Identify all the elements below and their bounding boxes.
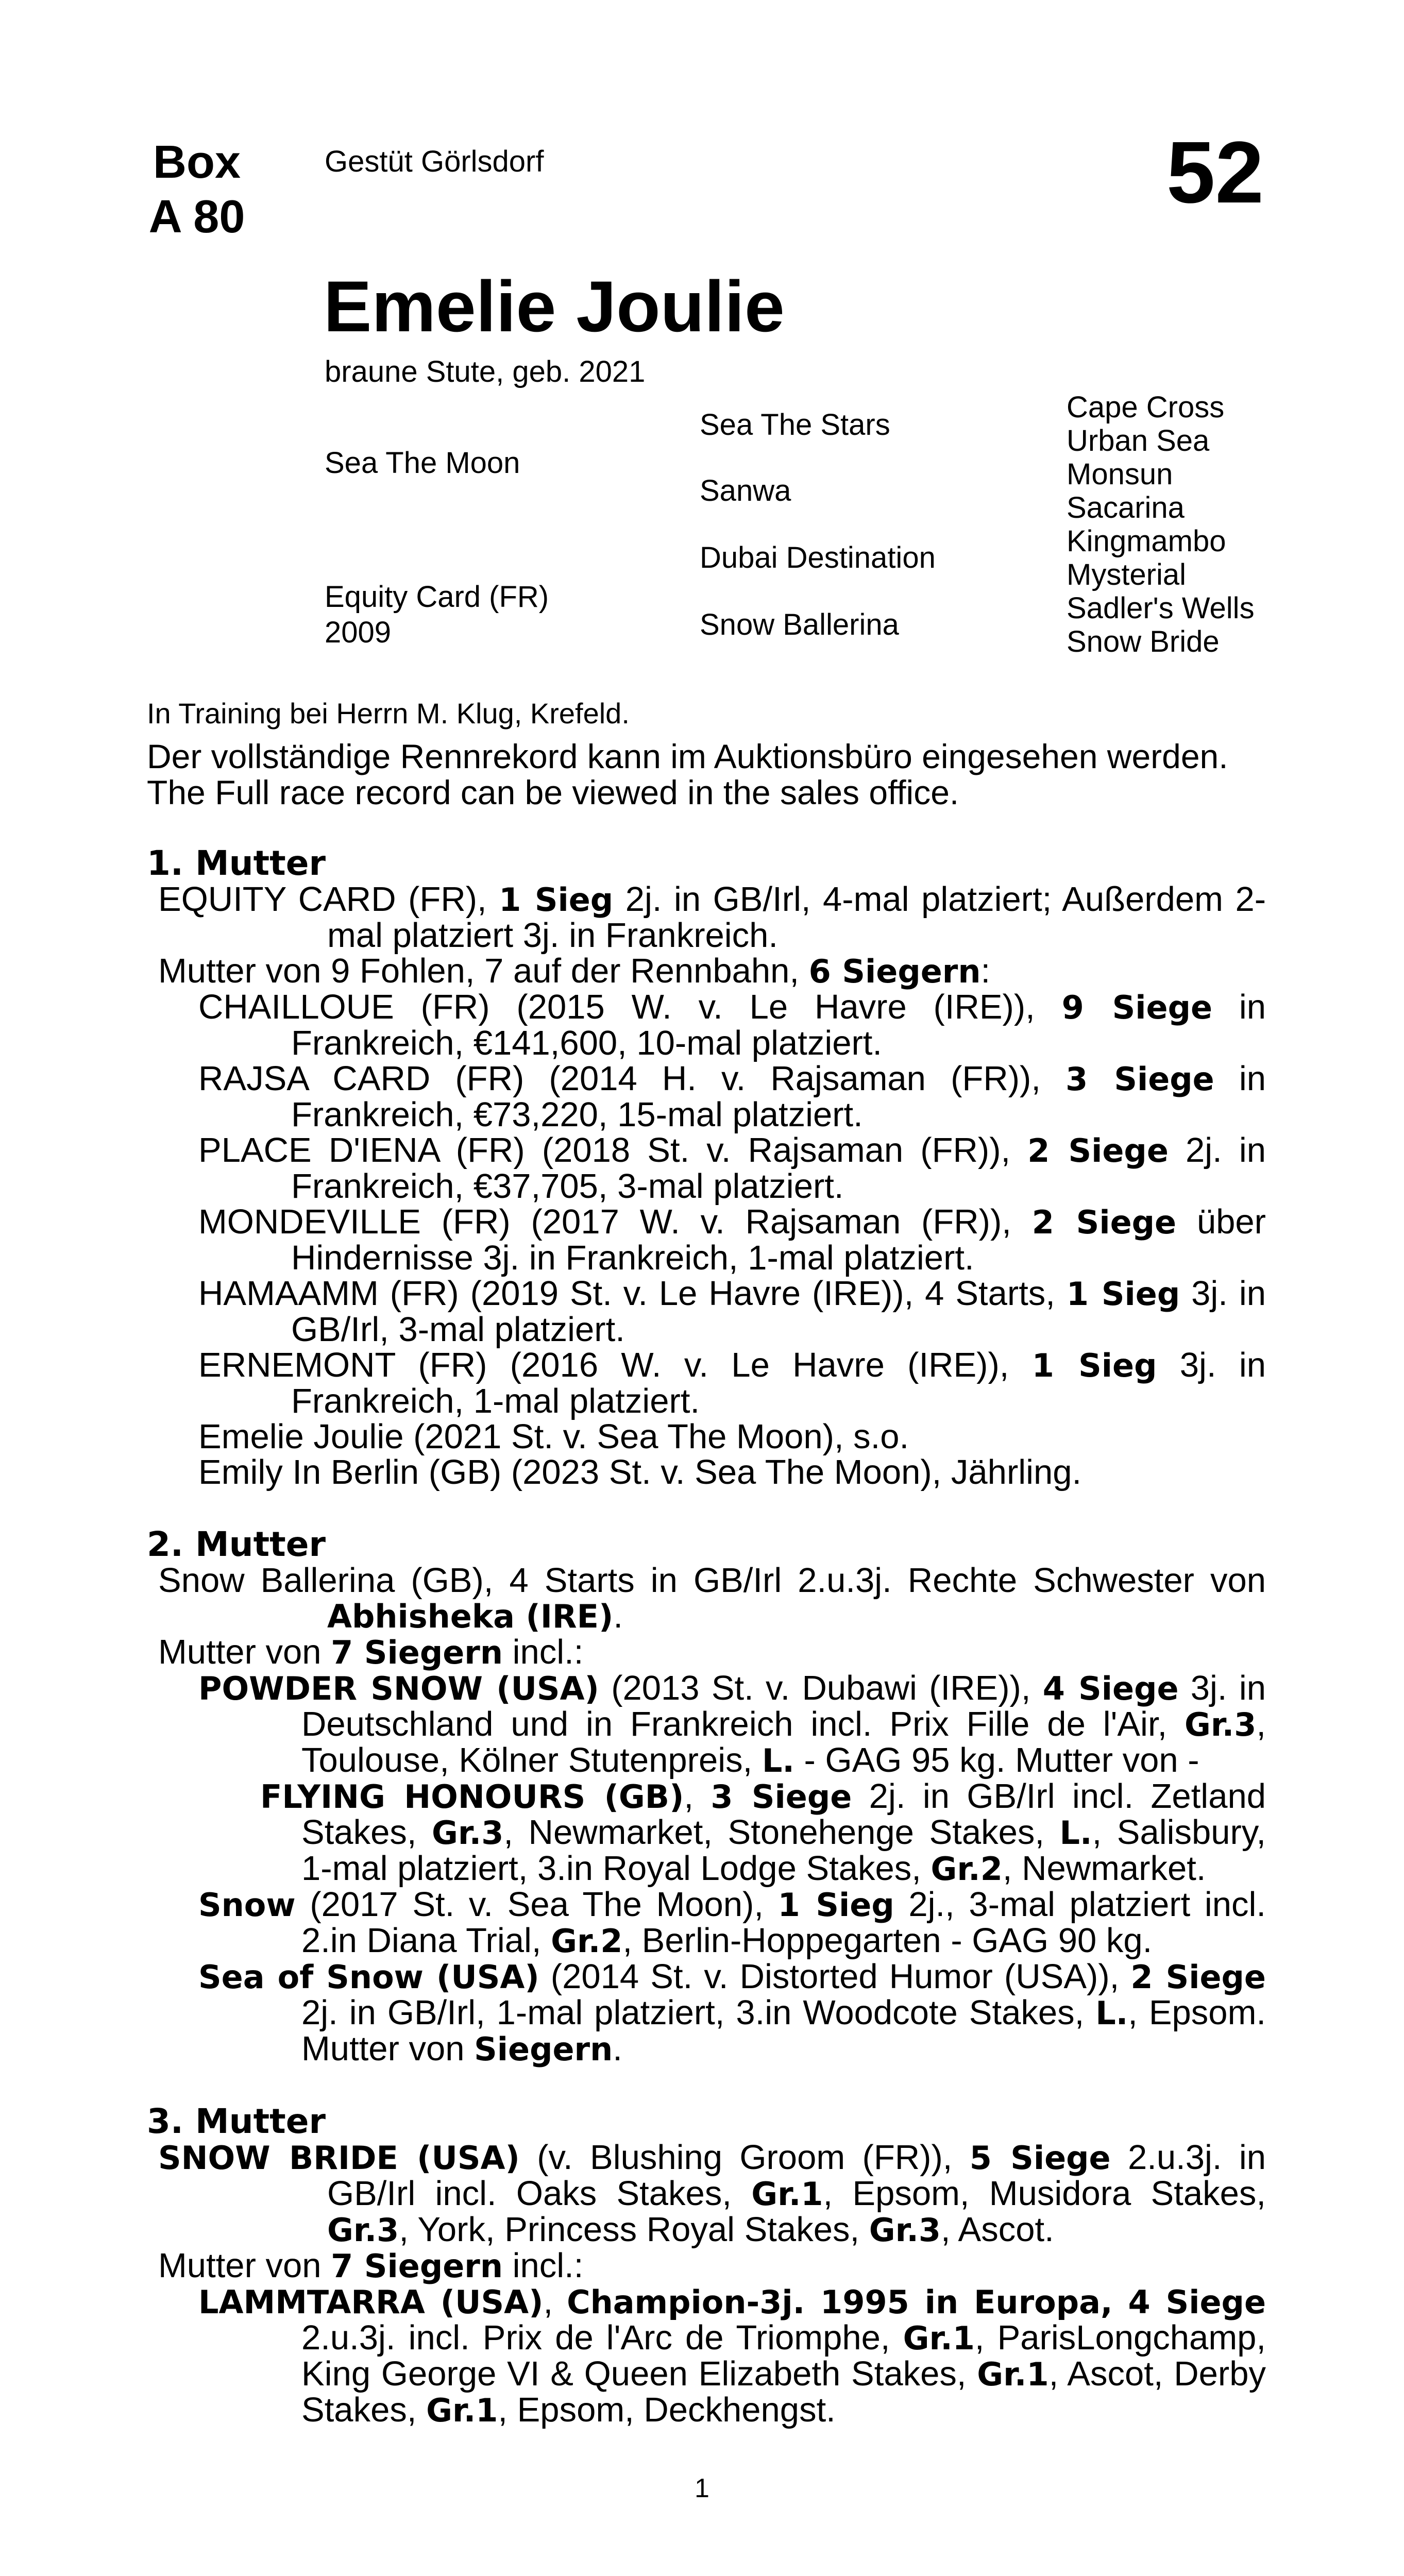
produce-intro: Mutter von 7 Siegern incl.: [158, 2246, 584, 2285]
pedigree-sire: Sea The Moon [325, 446, 520, 480]
produce-item: RAJSA CARD (FR) (2014 H. v. Rajsaman (FR)), 3 Siege in Frankreich, €73,220, 15-mal platziert. [198, 1059, 1266, 1134]
pedigree-dam-year: 2009 [325, 616, 392, 649]
pedigree-gen3: Monsun [1067, 457, 1173, 491]
pedigree-gen3: Cape Cross [1067, 391, 1225, 424]
produce-item: Emily In Berlin (GB) (2023 St. v. Sea The Moon), Jährling. [198, 1453, 1082, 1492]
lot-number: 52 [1166, 124, 1264, 222]
pedigree-gen2: Dubai Destination [700, 541, 936, 574]
produce-intro: Mutter von 7 Siegern incl.: [158, 1633, 584, 1671]
produce-item: PLACE D'IENA (FR) (2018 St. v. Rajsaman (FR)), 2 Siege 2j. in Frankreich, €37,705, 3-mal platziert. [198, 1131, 1266, 1206]
pedigree-dam: Equity Card (FR) [325, 580, 549, 614]
produce-item: FLYING HONOURS (GB), 3 Siege 2j. in GB/Irl incl. Zetland Stakes, Gr.3, Newmarket, Stonehenge Stakes, L., Salisbury, 1-mal platziert, 3.in Royal Lodge Stakes, Gr.2, Newmarket. [260, 1777, 1266, 1888]
section-heading: 3. Mutter [147, 2102, 326, 2141]
pedigree-gen3: Kingmambo [1067, 524, 1226, 558]
dam-entry: Snow Ballerina (GB), 4 Starts in GB/Irl 2.u.3j. Rechte Schwester von Abhisheka (IRE). [158, 1561, 1266, 1635]
pedigree-gen3: Sacarina [1067, 491, 1185, 524]
produce-item: Sea of Snow (USA) (2014 St. v. Distorted Humor (USA)), 2 Siege 2j. in GB/Irl, 1-mal platziert, 3.in Woodcote Stakes, L., Epsom. Mutter von Siegern. [198, 1957, 1266, 2068]
dam-entry: SNOW BRIDE (USA) (v. Blushing Groom (FR)), 5 Siege 2.u.3j. in GB/Irl incl. Oaks Stakes, Gr.1, Epsom, Musidora Stakes, Gr.3, York, Princess Royal Stakes, Gr.3, Ascot. [158, 2138, 1266, 2249]
pedigree-gen3: Snow Bride [1067, 625, 1220, 658]
section-heading: 2. Mutter [147, 1524, 326, 1564]
produce-item: Snow (2017 St. v. Sea The Moon), 1 Sieg 2j., 3-mal platziert incl. 2.in Diana Trial, Gr.2, Berlin-Hoppegarten - GAG 90 kg. [198, 1885, 1266, 1960]
produce-item: POWDER SNOW (USA) (2013 St. v. Dubawi (IRE)), 4 Siege 3j. in Deutschland und in Frankreich incl. Prix Fille de l'Air, Gr.3, Toulouse, Kölner Stutenpreis, L. - GAG 95 kg. Mutter von - [198, 1669, 1266, 1780]
dam-entry: EQUITY CARD (FR), 1 Sieg 2j. in GB/Irl, 4-mal platziert; Außerdem 2-mal platziert 3j. in Frankreich. [158, 880, 1266, 955]
produce-item: HAMAAMM (FR) (2019 St. v. Le Havre (IRE)), 4 Starts, 1 Sieg 3j. in GB/Irl, 3-mal platziert. [198, 1274, 1266, 1349]
produce-item: Emelie Joulie (2021 St. v. Sea The Moon), s.o. [198, 1417, 909, 1456]
box-number: A 80 [148, 191, 245, 243]
breeder: Gestüt Görlsdorf [325, 145, 544, 178]
pedigree-gen2: Sea The Stars [700, 408, 890, 442]
horse-name: Emelie Joulie [324, 266, 785, 347]
produce-item: LAMMTARRA (USA), Champion-3j. 1995 in Europa, 4 Siege 2.u.3j. incl. Prix de l'Arc de Triomphe, Gr.1, ParisLongchamp, King George VI & Queen Elizabeth Stakes, Gr.1, Ascot, Derby Stakes, Gr.1, Epsom, Deckhengst. [198, 2282, 1266, 2429]
notice-english: The Full race record can be viewed in the sales office. [147, 773, 959, 811]
training-note: In Training bei Herrn M. Klug, Krefeld. [147, 697, 630, 730]
box-label [140, 135, 253, 244]
produce-item: MONDEVILLE (FR) (2017 W. v. Rajsaman (FR)), 2 Siege über Hindernisse 3j. in Frankreich, 1-mal platziert. [198, 1202, 1266, 1277]
produce-intro: Mutter von 9 Fohlen, 7 auf der Rennbahn, 6 Siegern: [158, 952, 991, 990]
pedigree-gen3: Sadler's Wells [1067, 591, 1255, 625]
box-word: Box [153, 137, 241, 188]
catalogue-body [147, 845, 1266, 2428]
pedigree-gen3: Mysterial [1067, 558, 1187, 591]
produce-item: ERNEMONT (FR) (2016 W. v. Le Havre (IRE)), 1 Sieg 3j. in Frankreich, 1-mal platziert. [198, 1346, 1266, 1420]
pedigree-gen2: Sanwa [700, 474, 791, 507]
horse-description: braune Stute, geb. 2021 [325, 355, 646, 388]
page-number: 1 [695, 2473, 709, 2503]
race-record-notice [147, 738, 1228, 810]
section-heading: 1. Mutter [147, 843, 326, 883]
produce-item: CHAILLOUE (FR) (2015 W. v. Le Havre (IRE)), 9 Siege in Frankreich, €141,600, 10-mal platziert. [198, 988, 1266, 1062]
pedigree-gen2: Snow Ballerina [700, 608, 899, 641]
notice-german: Der vollständige Rennrekord kann im Auktionsbüro eingesehen werden. [147, 737, 1228, 775]
pedigree-gen3: Urban Sea [1067, 424, 1210, 457]
